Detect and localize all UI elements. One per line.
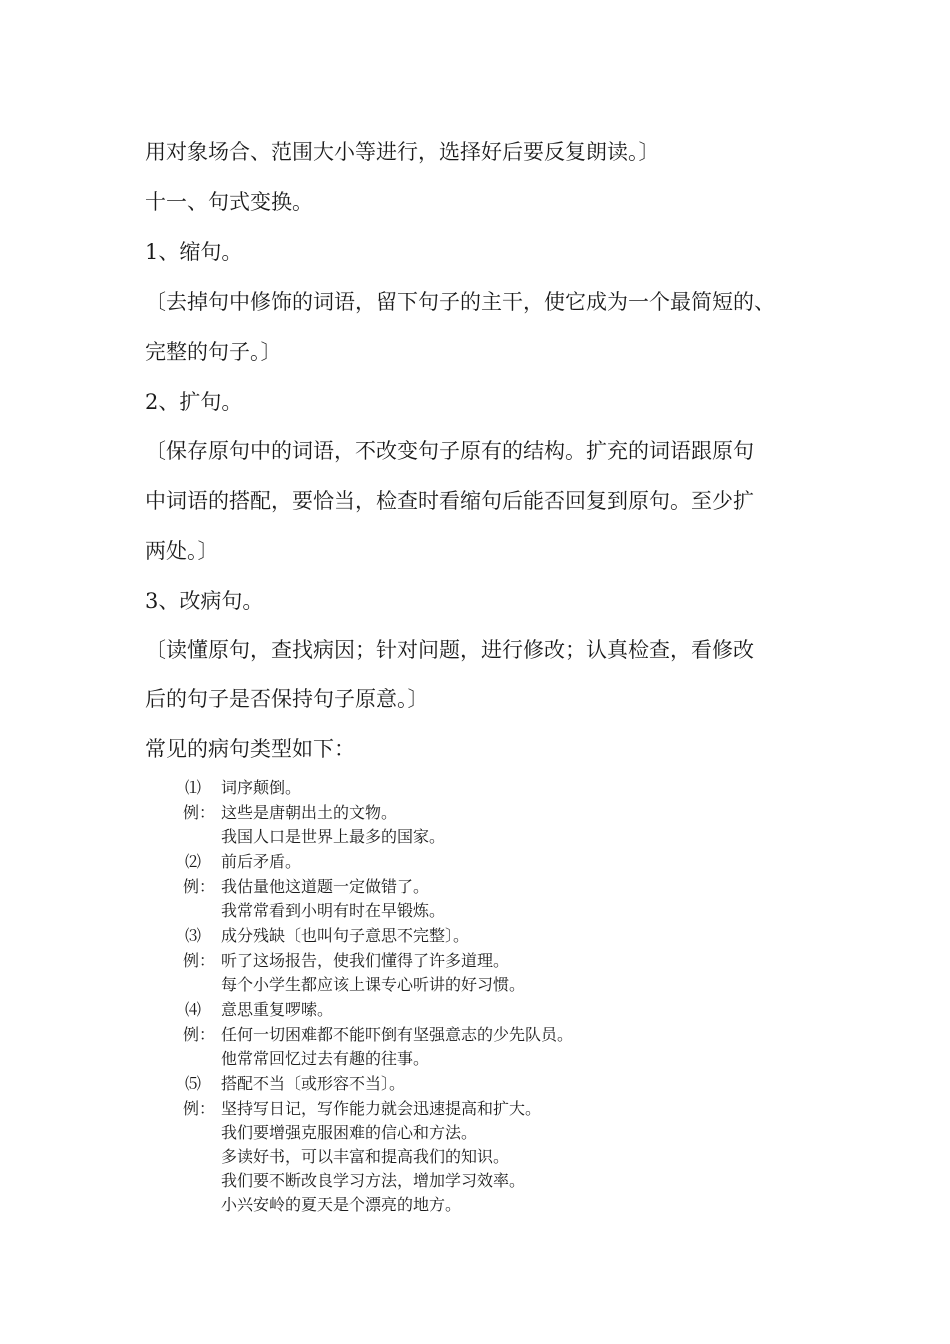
- example-sentence: 我们要增强克服困难的信心和方法。: [221, 1123, 478, 1142]
- paragraph-line: 〔去掉句中修饰的词语，留下句子的主干，使它成为一个最简短的、: [145, 290, 775, 314]
- example-sentence: 我国人口是世界上最多的国家。: [221, 827, 446, 846]
- example-sentence: 我估量他这道题一定做错了。: [221, 877, 430, 896]
- example-label: 例：: [183, 1099, 216, 1118]
- paragraph-line: 常见的病句类型如下：: [145, 737, 355, 761]
- paragraph-line: 〔读懂原句，查找病因；针对问题，进行修改；认真检查，看修改: [145, 638, 754, 662]
- example-sentence: 我常常看到小明有时在早锻炼。: [221, 901, 446, 920]
- type-title: 成分残缺〔也叫句子意思不完整〕。: [221, 926, 470, 945]
- type-number: ⑵: [185, 852, 202, 871]
- type-title: 意思重复啰嗦。: [221, 1000, 334, 1019]
- example-sentence: 他常常回忆过去有趣的往事。: [221, 1049, 430, 1068]
- example-sentence: 我们要不断改良学习方法，增加学习效率。: [221, 1171, 526, 1190]
- example-sentence: 小兴安岭的夏天是个漂亮的地方。: [221, 1195, 462, 1214]
- type-title: 前后矛盾。: [221, 852, 302, 871]
- example-label: 例：: [183, 803, 216, 822]
- example-sentence: 每个小学生都应该上课专心听讲的好习惯。: [221, 975, 526, 994]
- example-sentence: 坚持写日记，写作能力就会迅速提高和扩大。: [221, 1099, 542, 1118]
- type-title: 词序颠倒。: [221, 778, 302, 797]
- type-number: ⑷: [185, 1000, 202, 1019]
- type-number: ⑶: [185, 926, 202, 945]
- paragraph-line: 两处。〕: [145, 539, 219, 563]
- subheading-shrink: 1、缩句。: [145, 240, 243, 264]
- example-sentence: 听了这场报告，使我们懂得了许多道理。: [221, 951, 510, 970]
- example-label: 例：: [183, 877, 216, 896]
- type-title: 搭配不当〔或形容不当〕。: [221, 1074, 406, 1093]
- subheading-expand: 2、扩句。: [145, 390, 243, 414]
- section-heading: 十一、句式变换。: [145, 190, 313, 214]
- type-number: ⑴: [185, 778, 202, 797]
- subheading-fix: 3、改病句。: [145, 589, 264, 613]
- paragraph-line: 后的句子是否保持句子原意。〕: [145, 687, 429, 711]
- paragraph-line: 中词语的搭配，要恰当，检查时看缩句后能否回复到原句。至少扩: [145, 489, 754, 513]
- example-sentence: 这些是唐朝出土的文物。: [221, 803, 398, 822]
- type-number: ⑸: [185, 1074, 202, 1093]
- example-sentence: 多读好书，可以丰富和提高我们的知识。: [221, 1147, 510, 1166]
- paragraph-line: 用对象场合、范围大小等进行，选择好后要反复朗读。〕: [145, 140, 660, 164]
- example-sentence: 任何一切困难都不能吓倒有坚强意志的少先队员。: [221, 1025, 574, 1044]
- paragraph-line: 〔保存原句中的词语，不改变句子原有的结构。扩充的词语跟原句: [145, 439, 754, 463]
- paragraph-line: 完整的句子。〕: [145, 340, 282, 364]
- example-label: 例：: [183, 951, 216, 970]
- example-label: 例：: [183, 1025, 216, 1044]
